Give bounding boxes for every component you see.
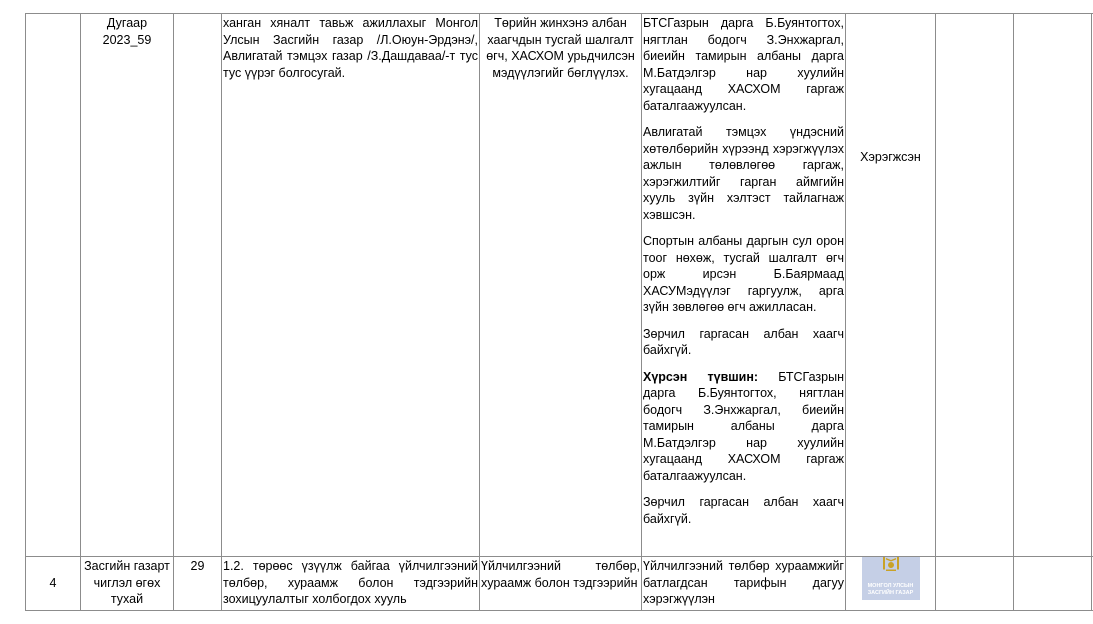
report-paragraph: Зөрчил гаргасан албан хаагч байхгүй. (643, 495, 844, 526)
report-paragraph: БТСГазрын дарга Б.Буянтогтох, нягтлан бодогч З.Энхжаргал, биеийн тамирын албаны дарга М.Батдэлгэр нар хуулийн хугацаанд ХАСХОМ гаргаж баталгаажуулсан. (643, 16, 844, 113)
logo-cell (846, 557, 936, 611)
item-count: 29 (174, 557, 222, 611)
row-number (26, 14, 81, 557)
table-row (26, 14, 1093, 557)
report-paragraph: Спортын албаны даргын сул орон тоог нөхөж, тусгай шалгалт өгч орж ирсэн Б.Баярмаад ХАСУМэдүүлэг гаргуулж, арга зүйн зөвлөгөө өгч ажилласан. (643, 234, 844, 314)
document-name: Дугаар 2023_59 (81, 14, 174, 557)
report-text: Үйлчилгээний төлбөр хураамжийг батлагдсан тарифын дагуу хэрэгжүүлэн (642, 557, 846, 611)
responsible-text: Төрийн жинхэнэ албан хаагчдын тусгай шалгалт өгч, ХАСХОМ урьдчилсэн мэдүүлэгийг бөглүүлэх. (480, 14, 642, 557)
report-paragraph: Зөрчил гаргасан албан хаагч байхгүй. (643, 326, 844, 357)
empty-cell (1014, 557, 1092, 611)
responsible-text: Үйлчилгээний төлбөр, хураамж болон тэдгээрийн (480, 557, 642, 611)
empty-cell (1014, 14, 1092, 557)
empty-cell (936, 557, 1014, 611)
achieved-text: БТСГазрын дарга Б.Буянтогтох, нягтлан бодогч З.Энхжаргал, биеийн тамирын албаны дарга М.Батдэлгэр нар хуулийн хугацаанд ХАСХОМ гаргаж баталгаажуулсан. (643, 369, 844, 483)
empty-cell (936, 14, 1014, 557)
row-number: 4 (26, 557, 81, 611)
document-name: Засгийн газарт чиглэл өгөх тухай (81, 557, 174, 611)
report-cell (642, 14, 846, 557)
action-text: ханган хяналт тавьж ажиллахыг Монгол Улсын Засгийн газар /Л.Оюун-Эрдэнэ/, Авлигатай тэмцэх газар /З.Дашдаваа/-т тус тус үүрэг болгосугай. (222, 14, 480, 557)
government-logo (862, 557, 920, 601)
logo-text: МОНГОЛ УЛСЫН ЗАСГИЙН ГАЗАР (867, 583, 914, 596)
table-row (26, 557, 1093, 611)
achieved-label: Хүрсэн түвшин: (643, 369, 759, 384)
action-text: 1.2. төрөөс үзүүлж байгаа үйлчилгээний төлбөр, хураамж болон тэдгээрийн зохицуулалтыг холбогдох хууль (222, 557, 480, 611)
status-cell (846, 14, 936, 557)
achieved-paragraph (643, 369, 844, 485)
status-text: Хэрэгжсэн (860, 150, 921, 164)
report-paragraph: Авлигатай тэмцэх үндэсний хөтөлбөрийн хүрээнд хэрэгжүүлэх ажлын төлөвлөгөө гаргаж, хэрэгжилтийг гарган аймгийн хууль зүйн хэлтэст тайлагнаж хэвшсэн. (643, 125, 844, 222)
report-table (25, 13, 1093, 611)
soyombo-icon (882, 557, 900, 574)
item-count (174, 14, 222, 557)
